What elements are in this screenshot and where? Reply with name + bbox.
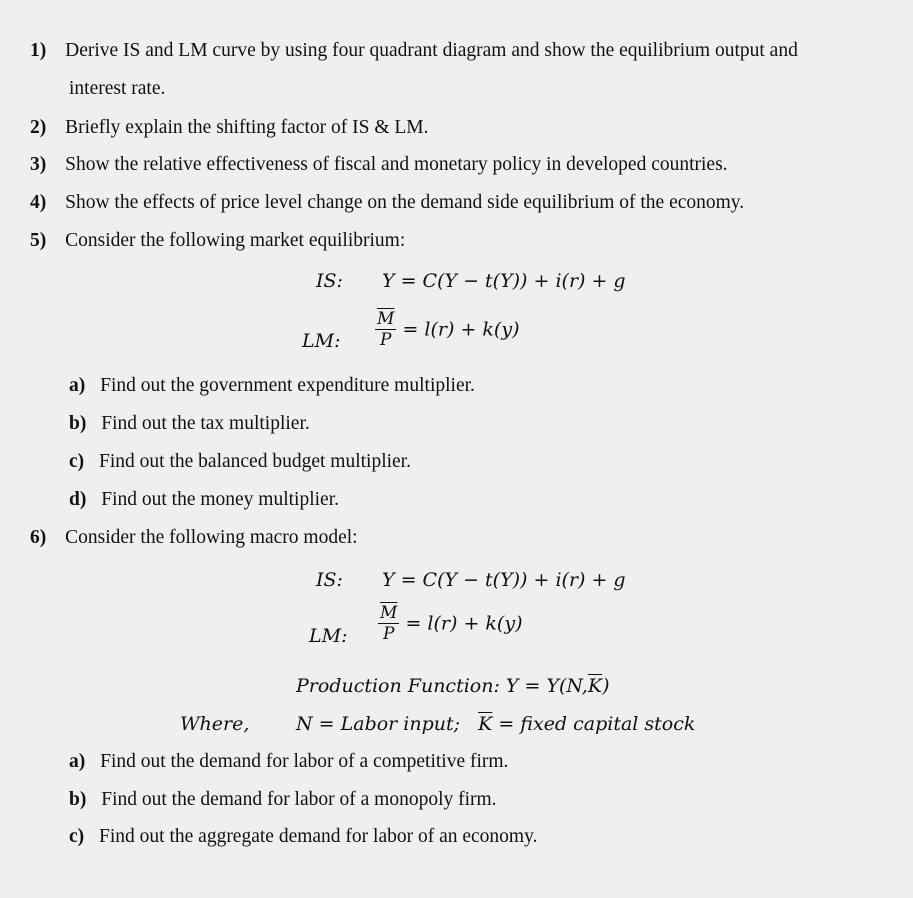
part-text: Find out the demand for labor of a monopoly firm.	[101, 789, 497, 810]
part-text: Find out the government expenditure multiplier.	[100, 375, 475, 396]
is-equation: Y = C(Y − t(Y)) + i(r) + g	[382, 270, 626, 292]
production-prefix: Production Function: Y = Y(N,	[296, 675, 588, 697]
question-6	[30, 527, 358, 549]
capital-definition: = fixed capital stock	[498, 713, 696, 735]
lm-equation-label: LM:	[309, 625, 348, 647]
where-label: Where,	[180, 713, 250, 735]
question-4	[30, 192, 744, 214]
question-text: Show the relative effectiveness of fiscal and monetary policy in developed countries.	[65, 154, 728, 175]
is-equation-label: IS:	[316, 270, 343, 292]
money-fraction	[378, 603, 399, 644]
part-text: Find out the tax multiplier.	[101, 413, 310, 434]
money-supply: $\overline{M}$	[380, 603, 398, 623]
part-b	[69, 789, 497, 811]
labor-definition: N = Labor input;	[296, 713, 461, 735]
production-function	[296, 675, 609, 697]
question-3	[30, 154, 728, 176]
is-equation-label: IS:	[316, 569, 343, 591]
question-text: Consider the following macro model:	[65, 527, 358, 548]
question-number: 4)	[30, 192, 47, 213]
is-equation: Y = C(Y − t(Y)) + i(r) + g	[382, 569, 626, 591]
question-text: Show the effects of price level change on the demand side equilibrium of the economy.	[65, 192, 745, 213]
part-d	[69, 489, 339, 511]
part-label: b)	[69, 789, 87, 810]
part-label: a)	[69, 751, 86, 772]
money-fraction	[375, 309, 396, 350]
part-label: d)	[69, 489, 87, 510]
question-5	[30, 230, 405, 252]
capital-symbol: $\overline{K}$	[587, 675, 603, 697]
part-text: Find out the demand for labor of a competitive firm.	[100, 751, 509, 772]
price-level: P	[379, 330, 392, 350]
part-label: a)	[69, 375, 86, 396]
price-level: P	[382, 624, 395, 644]
part-c	[69, 826, 537, 848]
question-1	[30, 40, 798, 62]
capital-symbol: $\overline{K}$	[478, 713, 493, 735]
part-label: c)	[69, 826, 85, 847]
question-number: 1)	[30, 40, 47, 61]
question-1-continuation: interest rate.	[69, 78, 166, 99]
part-text: Find out the aggregate demand for labor of an economy.	[99, 826, 538, 847]
lm-equation-label: LM:	[302, 330, 341, 352]
variable-definitions	[296, 713, 695, 735]
lm-equation	[378, 603, 522, 644]
part-text: Find out the money multiplier.	[101, 489, 339, 510]
money-supply: $\overline{M}$	[377, 309, 395, 329]
question-number: 3)	[30, 154, 47, 175]
question-text: Derive IS and LM curve by using four quadrant diagram and show the equilibrium output and	[65, 40, 798, 61]
question-number: 5)	[30, 230, 47, 251]
question-number: 2)	[30, 117, 47, 138]
question-2	[30, 117, 429, 139]
part-a	[69, 751, 508, 773]
part-b	[69, 413, 310, 435]
question-text: Consider the following market equilibrium:	[65, 230, 406, 251]
question-text: Briefly explain the shifting factor of IS & LM.	[65, 117, 429, 138]
part-a	[69, 375, 475, 397]
part-text: Find out the balanced budget multiplier.	[99, 451, 411, 472]
lm-rhs: = l(r) + k(y)	[405, 612, 523, 635]
lm-rhs: = l(r) + k(y)	[402, 318, 520, 341]
production-suffix: )	[602, 675, 610, 697]
question-number: 6)	[30, 527, 47, 548]
part-label: c)	[69, 451, 85, 472]
lm-equation	[375, 309, 519, 350]
part-label: b)	[69, 413, 87, 434]
part-c	[69, 451, 411, 473]
